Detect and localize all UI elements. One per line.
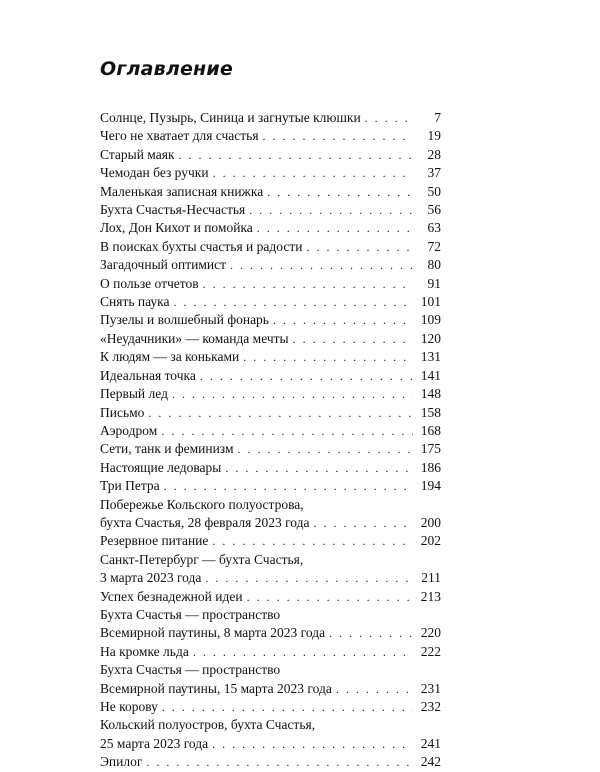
- toc-page-number: 109: [420, 312, 441, 328]
- toc-entry[interactable]: [100, 311, 441, 329]
- dot-leader: [365, 109, 413, 127]
- toc-page-number: 186: [420, 459, 441, 475]
- dot-leader: [293, 330, 413, 348]
- toc-entry-title: Лох, Дон Кихот и помойка: [100, 220, 253, 236]
- toc-entry-title: Успех безнадежной идеи: [100, 588, 243, 604]
- toc-entry[interactable]: [100, 588, 441, 606]
- toc-entry-line: [100, 330, 441, 348]
- toc-entry[interactable]: [100, 422, 441, 440]
- page-title: Оглавление: [100, 58, 233, 80]
- toc-entry-line: [100, 127, 441, 145]
- toc-page-number: 194: [420, 478, 441, 494]
- toc-page-number: 200: [420, 514, 441, 530]
- toc-entry[interactable]: [100, 348, 441, 366]
- toc-entry-title: Чемодан без ручки: [100, 165, 209, 181]
- toc-entry-line: [100, 348, 441, 366]
- toc-entry-title: Не корову: [100, 699, 158, 714]
- toc-page-number: 56: [427, 202, 441, 218]
- dot-leader: [205, 569, 413, 587]
- toc-page-number: 120: [420, 330, 441, 346]
- toc-entry-title: Чего не хватает для счастья: [100, 128, 259, 144]
- toc-entry-title: В поисках бухты счастья и радости: [100, 238, 303, 254]
- toc-entry[interactable]: [100, 532, 441, 550]
- toc-entry-title: Настоящие ледовары: [100, 459, 222, 475]
- toc-entry-line: [100, 643, 441, 661]
- toc-entry[interactable]: [100, 477, 441, 495]
- toc-entry[interactable]: [100, 330, 441, 348]
- toc-entry[interactable]: [100, 496, 441, 533]
- dot-leader: [314, 514, 413, 532]
- toc-page-number: 220: [420, 625, 441, 641]
- toc-entry-line: [100, 624, 441, 642]
- toc-entry-line: [100, 367, 441, 385]
- toc-entry-title: Идеальная точка: [100, 367, 196, 383]
- toc-page-number: 232: [420, 699, 441, 714]
- toc-entry[interactable]: [100, 183, 441, 201]
- toc-entry[interactable]: [100, 146, 441, 164]
- dot-leader: [179, 146, 413, 164]
- toc-page-number: 50: [427, 183, 441, 199]
- table-of-contents: [100, 109, 441, 772]
- dot-leader: [164, 477, 413, 495]
- toc-page-number: 101: [420, 294, 441, 310]
- toc-entry-title: Санкт-Петербург — бухта Счастья,: [100, 551, 304, 567]
- toc-entry-line: [100, 716, 441, 734]
- toc-page-number: 7: [434, 110, 441, 125]
- toc-entry[interactable]: [100, 385, 441, 403]
- dot-leader: [273, 311, 413, 329]
- toc-entry-line: [100, 551, 441, 569]
- dot-leader: [146, 753, 413, 771]
- toc-entry-line: [100, 109, 441, 127]
- dot-leader: [249, 201, 413, 219]
- toc-entry-title: Аэродром: [100, 422, 158, 438]
- toc-page-number: 72: [427, 238, 441, 254]
- toc-entry-line: [100, 422, 441, 440]
- dot-leader: [230, 256, 413, 274]
- toc-entry[interactable]: [100, 238, 441, 256]
- dot-leader: [336, 680, 413, 698]
- dot-leader: [243, 348, 413, 366]
- toc-entry-line: [100, 514, 441, 532]
- toc-entry-title: 3 марта 2023 года: [100, 570, 202, 586]
- toc-entry-title: Первый лед: [100, 386, 168, 402]
- toc-entry-line: [100, 477, 441, 495]
- toc-page-number: 63: [427, 220, 441, 236]
- toc-entry-title: О пользе отчетов: [100, 275, 199, 291]
- toc-entry-title: Бухта Счастья — пространство: [100, 606, 281, 622]
- toc-entry-line: [100, 532, 441, 550]
- toc-entry-line: [100, 238, 441, 256]
- toc-entry[interactable]: [100, 551, 441, 588]
- toc-page-number: 213: [420, 588, 441, 604]
- toc-entry[interactable]: [100, 606, 441, 643]
- dot-leader: [203, 275, 413, 293]
- toc-entry-line: [100, 146, 441, 164]
- toc-page-number: 242: [420, 754, 441, 770]
- toc-entry-title: бухта Счастья, 28 февраля 2023 года: [100, 514, 310, 530]
- toc-entry-line: [100, 183, 441, 201]
- toc-page-number: 141: [420, 367, 441, 383]
- toc-page-number: 222: [420, 643, 441, 659]
- toc-page-number: 148: [420, 386, 441, 402]
- toc-entry-title: Резервное питание: [100, 533, 209, 549]
- dot-leader: [193, 643, 413, 661]
- toc-page-number: 202: [420, 533, 441, 549]
- dot-leader: [257, 219, 413, 237]
- dot-leader: [213, 164, 413, 182]
- toc-entry-title: Загадочный оптимист: [100, 257, 226, 273]
- toc-entry-line: [100, 496, 441, 514]
- toc-entry-title: Письмо: [100, 404, 145, 420]
- dot-leader: [329, 624, 413, 642]
- toc-entry-line: [100, 440, 441, 458]
- toc-entry-line: [100, 753, 441, 771]
- toc-entry[interactable]: [100, 459, 441, 477]
- dot-leader: [200, 367, 413, 385]
- toc-entry-line: [100, 219, 441, 237]
- toc-entry-line: [100, 569, 441, 587]
- toc-entry[interactable]: [100, 404, 441, 422]
- toc-entry-line: [100, 164, 441, 182]
- toc-page-number: 131: [420, 349, 441, 365]
- toc-page-number: 37: [427, 165, 441, 181]
- dot-leader: [174, 293, 414, 311]
- dot-leader: [212, 532, 413, 550]
- toc-entry-title: Всемирной паутины, 8 марта 2023 года: [100, 625, 326, 641]
- toc-entry[interactable]: [100, 109, 441, 127]
- toc-page-number: 231: [420, 680, 441, 696]
- toc-entry-title: Сети, танк и феминизм: [100, 441, 234, 457]
- toc-entry[interactable]: [100, 716, 441, 753]
- toc-page-number: 175: [420, 441, 441, 457]
- dot-leader: [172, 385, 413, 403]
- toc-entry-line: [100, 293, 441, 311]
- toc-entry-line: [100, 256, 441, 274]
- toc-entry-title: Снять паука: [100, 294, 170, 310]
- dot-leader: [162, 698, 413, 716]
- toc-page-number: 28: [427, 146, 441, 162]
- toc-entry-title: Эпилог: [100, 754, 143, 770]
- dot-leader: [212, 735, 413, 753]
- toc-entry-title: Бухта Счастья-Несчастья: [100, 202, 246, 218]
- toc-entry-title: Бухта Счастья — пространство: [100, 662, 281, 678]
- toc-entry-title: Маленькая записная книжка: [100, 183, 264, 199]
- toc-entry[interactable]: [100, 219, 441, 237]
- toc-entry-title: Кольский полуостров, бухта Счастья,: [100, 717, 316, 733]
- toc-page-number: 80: [427, 257, 441, 273]
- toc-entry-line: [100, 385, 441, 403]
- dot-leader: [161, 422, 413, 440]
- toc-entry[interactable]: [100, 698, 441, 716]
- toc-entry[interactable]: [100, 275, 441, 293]
- toc-entry-title: Всемирной паутины, 15 марта 2023 года: [100, 680, 332, 696]
- toc-page-number: 211: [421, 570, 441, 586]
- dot-leader: [267, 183, 413, 201]
- toc-entry[interactable]: [100, 127, 441, 145]
- toc-page-number: 168: [420, 422, 441, 438]
- toc-page-number: 91: [427, 275, 441, 291]
- toc-entry[interactable]: [100, 164, 441, 182]
- toc-entry-line: [100, 735, 441, 753]
- toc-entry[interactable]: [100, 293, 441, 311]
- toc-page-number: 19: [427, 128, 441, 144]
- toc-entry[interactable]: [100, 440, 441, 458]
- dot-leader: [225, 459, 413, 477]
- toc-entry-line: [100, 404, 441, 422]
- toc-entry-title: Солнце, Пузырь, Синица и загнутые клюшки: [100, 110, 361, 125]
- dot-leader: [263, 127, 413, 145]
- toc-entry-line: [100, 311, 441, 329]
- toc-entry-line: [100, 201, 441, 219]
- toc-entry-title: 25 марта 2023 года: [100, 735, 209, 751]
- toc-entry-line: [100, 275, 441, 293]
- toc-entry-title: Пузелы и волшебный фонарь: [100, 312, 269, 328]
- toc-entry-title: Три Петра: [100, 478, 160, 494]
- toc-entry-line: [100, 588, 441, 606]
- toc-entry-title: «Неудачники» — команда мечты: [100, 330, 289, 346]
- toc-entry-title: Побережье Кольского полуострова,: [100, 496, 304, 512]
- toc-entry-title: К людям — за коньками: [100, 349, 240, 365]
- toc-entry[interactable]: [100, 367, 441, 385]
- toc-entry-line: [100, 698, 441, 716]
- toc-entry-line: [100, 606, 441, 624]
- toc-entry[interactable]: [100, 643, 441, 661]
- toc-entry[interactable]: [100, 661, 441, 698]
- toc-entry[interactable]: [100, 256, 441, 274]
- toc-page-number: 241: [420, 735, 441, 751]
- toc-entry-title: Старый маяк: [100, 146, 175, 162]
- dot-leader: [148, 404, 413, 422]
- toc-entry[interactable]: [100, 201, 441, 219]
- dot-leader: [238, 440, 414, 458]
- toc-page-number: 158: [420, 404, 441, 420]
- dot-leader: [306, 238, 413, 256]
- toc-entry-line: [100, 459, 441, 477]
- dot-leader: [247, 588, 413, 606]
- toc-entry[interactable]: [100, 753, 441, 771]
- toc-entry-line: [100, 680, 441, 698]
- toc-entry-line: [100, 661, 441, 679]
- toc-entry-title: На кромке льда: [100, 643, 189, 659]
